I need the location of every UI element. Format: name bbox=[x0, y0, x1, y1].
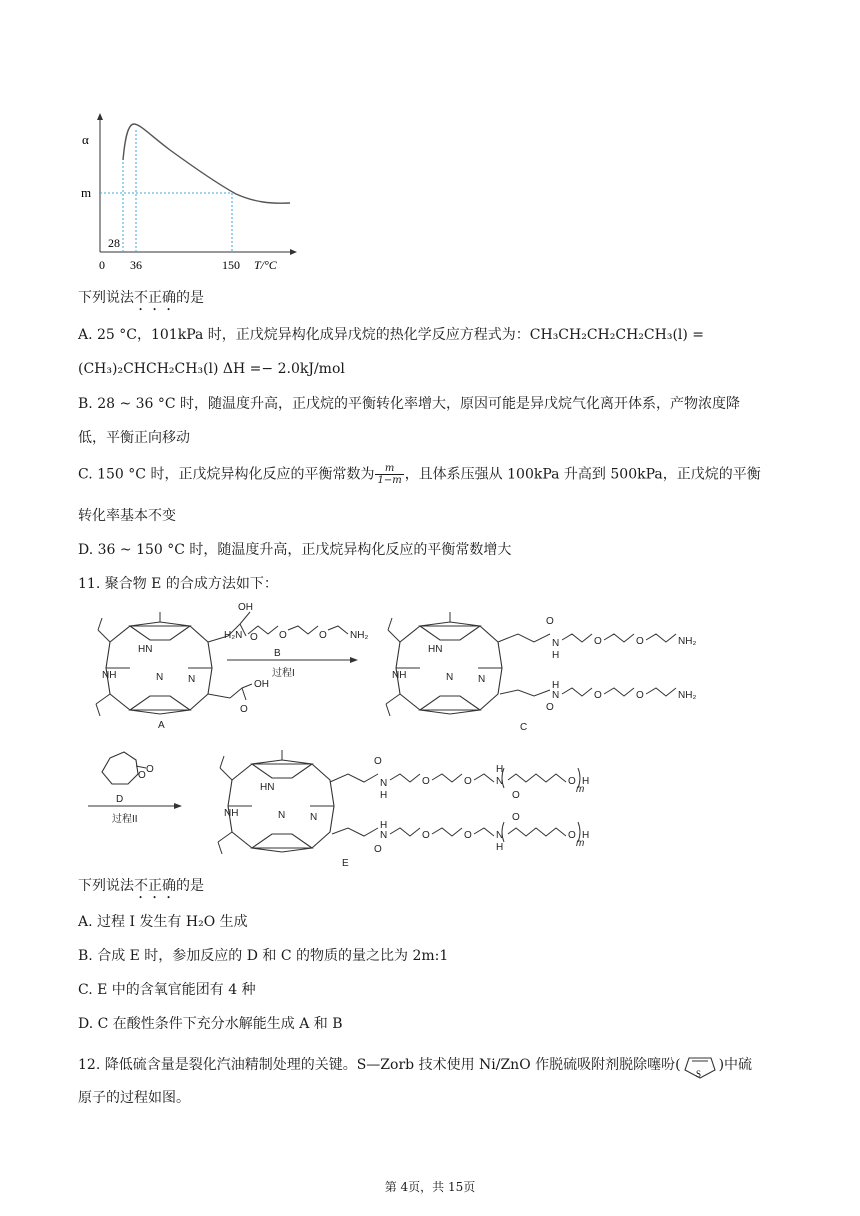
svg-text:NH: NH bbox=[102, 670, 117, 681]
porphyrin-c bbox=[386, 612, 502, 716]
q11-stem: 11. 聚合物 E 的合成方法如下： bbox=[78, 576, 278, 592]
svg-text:HN: HN bbox=[138, 644, 153, 655]
svg-text:O: O bbox=[422, 830, 430, 841]
label-e: E bbox=[342, 858, 349, 869]
svg-text:O: O bbox=[138, 770, 146, 781]
x-tick-150: 150 bbox=[222, 258, 240, 272]
svg-text:O: O bbox=[319, 630, 327, 641]
svg-text:O: O bbox=[374, 844, 382, 855]
svg-text:O: O bbox=[374, 756, 382, 767]
q11-prompt-post: 的是 bbox=[176, 878, 204, 894]
svg-text:N: N bbox=[552, 638, 560, 649]
svg-text:N: N bbox=[552, 690, 560, 701]
svg-text:O: O bbox=[146, 764, 154, 775]
svg-text:N: N bbox=[380, 830, 388, 841]
svg-text:NH₂: NH₂ bbox=[350, 630, 369, 641]
q11-option-b: B. 合成 E 时，参加反应的 D 和 C 的物质的量之比为 2m:1 bbox=[78, 948, 449, 964]
svg-text:O: O bbox=[279, 630, 287, 641]
svg-text:H: H bbox=[496, 842, 504, 853]
q12-line1 bbox=[78, 1050, 752, 1080]
svg-text:O: O bbox=[546, 702, 554, 713]
q10-prompt-emphasis: 不正确 bbox=[134, 290, 176, 306]
svg-text:NH: NH bbox=[392, 670, 407, 681]
thiophene-structure bbox=[681, 1050, 719, 1080]
alpha-temperature-graph bbox=[70, 110, 300, 275]
svg-text:H: H bbox=[496, 764, 504, 775]
svg-text:H: H bbox=[582, 830, 590, 841]
svg-text:N: N bbox=[380, 778, 388, 789]
svg-text:HN: HN bbox=[428, 644, 443, 655]
svg-text:m: m bbox=[576, 838, 585, 849]
q10-option-c-line1 bbox=[78, 463, 761, 486]
svg-text:N: N bbox=[156, 672, 164, 683]
svg-text:O: O bbox=[250, 632, 258, 643]
x-tick-0: 0 bbox=[99, 258, 105, 272]
label-b: B bbox=[274, 648, 281, 659]
svg-text:O: O bbox=[464, 830, 472, 841]
q10-prompt bbox=[78, 288, 204, 314]
q11-prompt bbox=[78, 876, 204, 902]
svg-text:H₂N: H₂N bbox=[224, 630, 243, 641]
label-d: D bbox=[116, 794, 124, 805]
x-axis-label: T/°C bbox=[254, 258, 277, 272]
porphyrin-a bbox=[96, 612, 242, 716]
q10-option-b-line1: B. 28 ~ 36 °C 时，随温度升高，正戊烷的平衡转化率增大，原因可能是异戊烷气化离开体系，产物浓度降 bbox=[78, 396, 741, 412]
fraction-denominator: 1−m bbox=[377, 475, 402, 486]
svg-text:HN: HN bbox=[260, 782, 275, 793]
carboxyl-groups-a bbox=[238, 602, 269, 715]
q11-option-c: C. E 中的含氧官能团有 4 种 bbox=[78, 982, 256, 998]
q10-option-c-line2: 转化率基本不变 bbox=[78, 508, 176, 524]
reaction-scheme-step1 bbox=[72, 600, 792, 740]
svg-text:N: N bbox=[188, 674, 196, 685]
svg-text:H: H bbox=[380, 790, 388, 801]
q11-option-a: A. 过程 Ⅰ 发生有 H₂O 生成 bbox=[78, 914, 248, 930]
porphyrin-e bbox=[218, 750, 334, 854]
step1-label: 过程I bbox=[272, 668, 295, 679]
svg-text:N: N bbox=[446, 672, 454, 683]
svg-text:O: O bbox=[240, 704, 248, 715]
q10-prompt-post: 的是 bbox=[176, 290, 204, 306]
q10-option-d: D. 36 ~ 150 °C 时，随温度升高，正戊烷异构化反应的平衡常数增大 bbox=[78, 542, 512, 558]
svg-text:OH: OH bbox=[238, 602, 253, 613]
y-axis-arrow bbox=[97, 113, 103, 120]
svg-text:O: O bbox=[512, 812, 520, 823]
svg-text:N: N bbox=[278, 810, 286, 821]
svg-text:H: H bbox=[582, 776, 590, 787]
svg-text:O: O bbox=[594, 690, 602, 701]
q11-option-d: D. C 在酸性条件下充分水解能生成 A 和 B bbox=[78, 1016, 343, 1032]
q10-option-b-line2: 低，平衡正向移动 bbox=[78, 430, 190, 446]
reaction-scheme-step2 bbox=[80, 742, 600, 872]
svg-text:NH₂: NH₂ bbox=[678, 636, 697, 647]
y-mark-m: m bbox=[81, 185, 92, 200]
x-axis-arrow bbox=[290, 249, 297, 255]
reagent-b bbox=[224, 626, 368, 641]
q10-option-c-pre: C. 150 °C 时，正戊烷异构化反应的平衡常数为 bbox=[78, 466, 375, 483]
amide-chains-c bbox=[498, 616, 696, 713]
alpha-curve bbox=[123, 124, 290, 203]
q11-prompt-pre: 下列说法 bbox=[78, 878, 134, 894]
svg-text:N: N bbox=[496, 776, 504, 787]
label-c: C bbox=[520, 722, 528, 733]
svg-text:O: O bbox=[512, 790, 520, 801]
svg-text:N: N bbox=[496, 830, 504, 841]
svg-text:N: N bbox=[310, 812, 318, 823]
svg-text:NH₂: NH₂ bbox=[678, 690, 697, 701]
svg-text:O: O bbox=[594, 636, 602, 647]
fraction-numerator: m bbox=[375, 463, 403, 475]
step2-label: 过程II bbox=[112, 814, 138, 825]
q10-option-a-line2: (CH₃)₂CHCH₂CH₃(l) ΔH =− 2.0kJ/mol bbox=[78, 361, 345, 377]
svg-text:O: O bbox=[464, 776, 472, 787]
svg-text:NH: NH bbox=[224, 808, 239, 819]
q11-prompt-emphasis: 不正确 bbox=[134, 878, 176, 894]
q10-option-a-line1: A. 25 °C，101kPa 时，正戊烷异构化成异戊烷的热化学反应方程式为：CH₃CH₂CH₂CH₂CH₃(l) = bbox=[78, 327, 705, 343]
svg-text:m: m bbox=[576, 784, 585, 795]
q10-prompt-pre: 下列说法 bbox=[78, 290, 134, 306]
q10-option-c-post: ，且体系压强从 100kPa 升高到 500kPa，正戊烷的平衡 bbox=[404, 466, 761, 483]
svg-text:O: O bbox=[636, 636, 644, 647]
page-footer: 第 4页，共 15页 bbox=[384, 1180, 476, 1194]
svg-text:O: O bbox=[568, 776, 576, 787]
label-a: A bbox=[158, 720, 165, 731]
svg-text:H: H bbox=[552, 650, 560, 661]
svg-text:N: N bbox=[478, 674, 486, 685]
q12-line1-post: )中硫 bbox=[718, 1057, 753, 1073]
svg-text:O: O bbox=[636, 690, 644, 701]
q12-line2: 原子的过程如图。 bbox=[78, 1090, 190, 1106]
svg-text:O: O bbox=[422, 776, 430, 787]
svg-text:O: O bbox=[568, 830, 576, 841]
svg-text:H: H bbox=[552, 680, 560, 691]
svg-text:H: H bbox=[380, 820, 388, 831]
svg-text:O: O bbox=[546, 616, 554, 627]
polyester-chains-e bbox=[330, 756, 589, 855]
x-mark-28: 28 bbox=[108, 236, 120, 250]
svg-text:OH: OH bbox=[254, 679, 269, 690]
x-tick-36: 36 bbox=[130, 258, 142, 272]
caprolactone-d bbox=[102, 752, 154, 784]
y-axis-label: α bbox=[82, 132, 89, 147]
q12-line1-pre: 12. 降低硫含量是裂化汽油精制处理的关键。S—Zorb 技术使用 Ni/ZnO 作脱硫吸附剂脱除噻吩( bbox=[78, 1057, 681, 1073]
fraction-m-over-1-minus-m bbox=[375, 463, 403, 486]
thiophene-sulfur-label: S bbox=[695, 1069, 701, 1079]
